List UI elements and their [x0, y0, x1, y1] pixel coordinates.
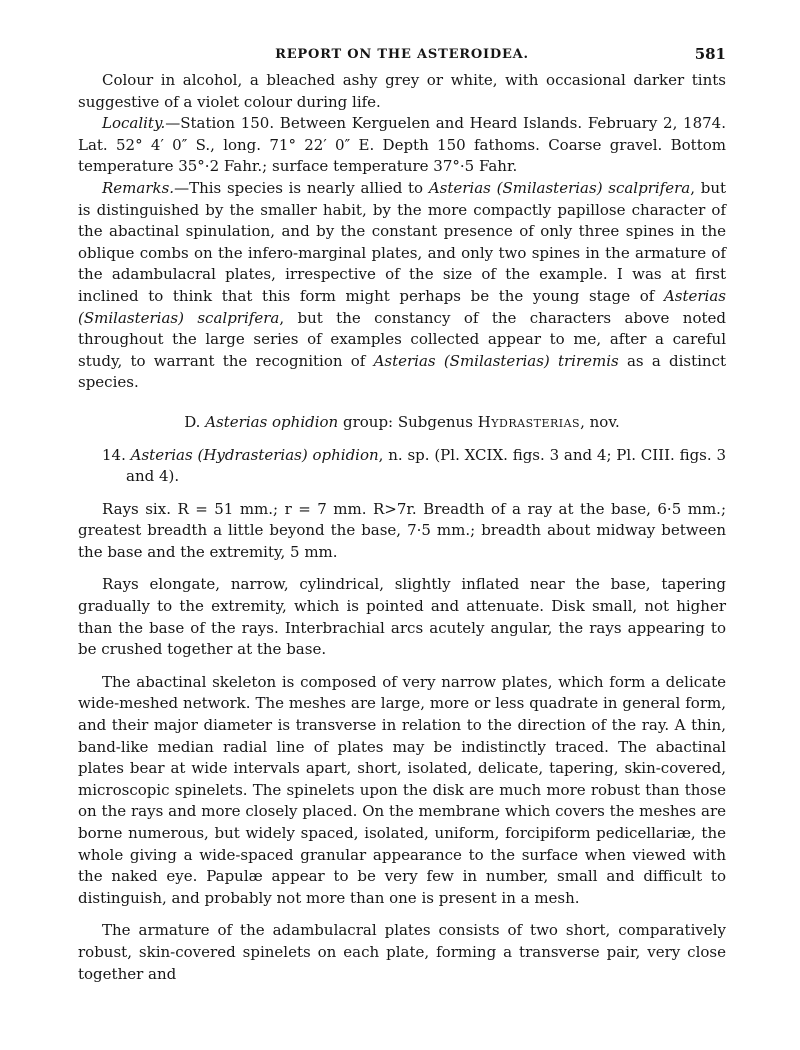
paragraph-rays: Rays six. R = 51 mm.; r = 7 mm. R>7r. Breadth of a ray at the base, 6·5 mm.; greatest breadth a little beyond the base, 7·5 mm.; breadth about midway between the base and the extremity, 5 mm.: [78, 499, 726, 561]
remarks-text-3: , but the constancy of the characters above noted throughout the large series of examples collected appear to me, after a careful study, to warrant the recognition of: [78, 308, 726, 370]
remarks-label: Remarks.: [102, 178, 175, 197]
species-heading: [78, 445, 726, 488]
group-suffix: , nov.: [580, 412, 620, 431]
species-number: 14.: [102, 445, 131, 464]
remarks-text-4: as a distinct species.: [78, 351, 727, 392]
group-middle: group: Subgenus: [338, 412, 478, 431]
paragraph-locality: [78, 113, 726, 178]
species-name: Asterias (Hydrasterias) ophidion: [130, 445, 379, 464]
locality-text: —Station 150. Between Kerguelen and Heard Islands. February 2, 1874. Lat. 52° 4′ 0″ S., long. 71° 22′ 0″ E. Depth 150 fathoms. Coarse gravel. Bottom temperature 35°·2 Fahr.; surface temperature 37°·5 Fahr.: [78, 114, 726, 176]
paragraph-elongate: Rays elongate, narrow, cylindrical, slightly inflated near the base, tapering gradually to the extremity, which is pointed and attenuate. Disk small, not higher than the base of the rays. Interbrachial arcs acutely angular, the rays appearing to be crushed together at the base.: [78, 575, 726, 659]
paragraph-remarks: [78, 178, 726, 394]
remarks-text-1: —This species is nearly allied to: [174, 178, 429, 197]
subgenus-name: Hydrasterias: [477, 412, 581, 431]
taxon-name-1: Asterias (Smilasterias) scalprifera: [428, 178, 691, 197]
running-title: REPORT ON THE ASTEROIDEA.: [275, 47, 529, 62]
paragraph-armature: The armature of the adambulacral plates consists of two short, comparatively robust, skin-covered spinelets on each plate, forming a transverse pair, very close together and: [78, 921, 726, 983]
group-heading: [78, 412, 726, 434]
page-number: 581: [694, 45, 726, 63]
paragraph-abactinal: The abactinal skeleton is composed of very narrow plates, which form a delicate wide-meshed network. The meshes are large, more or less quadrate in general form, and their major diameter is transverse in relation to the direction of the ray. A thin, band-like median radial line of plates may be indistinctly traced. The abactinal plates bear at wide intervals apart, short, isolated, delicate, tapering, skin-covered, microscopic spinelets. The spinelets upon the disk are much more robust than those on the rays and more closely placed. On the membrane which covers the meshes are borne numerous, but widely spaced, isolated, uniform, forcipiform pedicellariæ, the whole giving a wide-spaced granular appearance to the surface when viewed with the naked eye. Papulæ appear to be very few in number, small and difficult to distinguish, and probably not more than one is present in a mesh.: [78, 672, 726, 907]
remarks-text-2: , but is distinguished by the smaller habit, by the more compactly papillose character of the abactinal spinulation, and by the constant presence of only three spines in the oblique combs on the infero-marginal plates, and only two spines in the armature of the adambulacral plates, irrespective of the size of the example. I was at first inclined to think that this form might perhaps be the young stage of: [78, 178, 727, 305]
species-heading-rest: , n. sp. (Pl. XCIX. figs. 3 and 4; Pl. CIII. figs. 3 and 4).: [126, 445, 726, 486]
taxon-name-3: Asterias (Smilasterias) triremis: [373, 351, 619, 370]
group-prefix: D.: [184, 412, 206, 431]
paragraph-colour: Colour in alcohol, a bleached ashy grey or white, with occasional darker tints suggestive of a violet colour during life.: [78, 71, 726, 111]
locality-label: Locality.: [102, 114, 166, 133]
group-name: Asterias ophidion: [205, 412, 339, 431]
running-header: [78, 44, 726, 70]
taxon-name-2: Asterias (Smilasterias) scalprifera: [78, 286, 726, 327]
